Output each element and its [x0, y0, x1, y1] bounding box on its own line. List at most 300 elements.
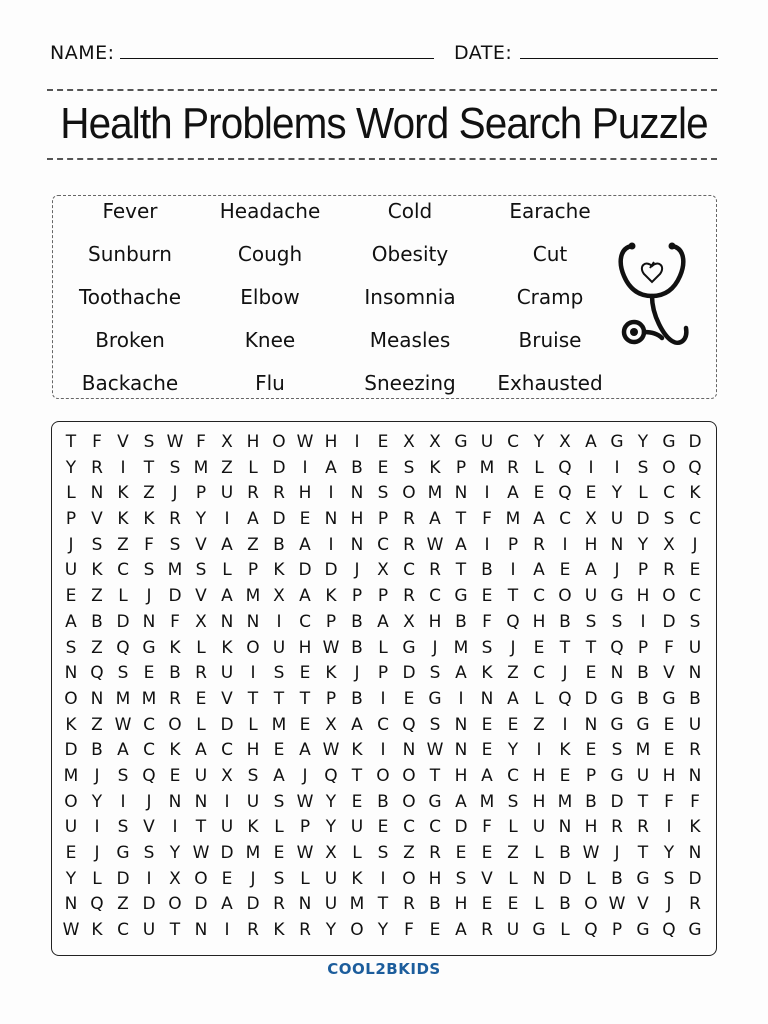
grid-letter[interactable]: M	[245, 843, 261, 863]
grid-letter[interactable]: L	[196, 637, 206, 658]
grid-letter[interactable]: G	[688, 920, 702, 941]
grid-letter[interactable]: E	[377, 817, 389, 838]
grid-letter[interactable]: H	[584, 817, 598, 838]
grid-letter[interactable]: Y	[637, 534, 649, 555]
grid-letter[interactable]: H	[532, 765, 546, 786]
grid-letter[interactable]: Y	[507, 740, 519, 761]
grid-letter[interactable]: H	[532, 791, 546, 812]
grid-letter[interactable]: R	[403, 509, 415, 530]
grid-letter[interactable]: Q	[142, 765, 156, 786]
grid-letter[interactable]: U	[532, 817, 546, 838]
grid-letter[interactable]: L	[508, 817, 518, 838]
grid-letter[interactable]: S	[91, 534, 103, 555]
grid-letter[interactable]: E	[559, 560, 571, 581]
grid-letter[interactable]: T	[455, 509, 467, 530]
grid-letter[interactable]: D	[64, 740, 78, 761]
grid-letter[interactable]: F	[690, 791, 700, 812]
grid-letter[interactable]: P	[299, 817, 311, 838]
grid-letter[interactable]: P	[637, 637, 649, 658]
grid-letter[interactable]: E	[585, 663, 597, 684]
grid-letter[interactable]: M	[349, 894, 365, 915]
grid-letter[interactable]: K	[689, 817, 701, 838]
grid-letter[interactable]: I	[666, 817, 672, 838]
grid-letter[interactable]: L	[534, 843, 544, 863]
grid-letter[interactable]: O	[64, 688, 78, 709]
grid-letter[interactable]: Z	[507, 663, 519, 684]
grid-letter[interactable]: P	[325, 611, 337, 632]
grid-letter[interactable]: N	[90, 483, 104, 504]
grid-letter[interactable]: W	[322, 637, 340, 658]
grid-letter[interactable]: D	[220, 843, 234, 863]
grid-letter[interactable]: D	[324, 560, 338, 581]
grid-letter[interactable]: W	[322, 740, 340, 761]
grid-letter[interactable]: G	[454, 586, 468, 607]
grid-letter[interactable]: N	[532, 868, 546, 889]
grid-letter[interactable]: E	[585, 740, 597, 761]
grid-letter[interactable]: W	[608, 894, 626, 915]
grid-letter[interactable]: D	[688, 868, 702, 889]
grid-letter[interactable]: R	[247, 920, 259, 941]
grid-letter[interactable]: J	[614, 560, 620, 581]
grid-letter[interactable]: G	[532, 920, 546, 941]
grid-letter[interactable]: N	[142, 611, 156, 632]
grid-letter[interactable]: V	[195, 534, 207, 555]
grid-letter[interactable]: Q	[90, 663, 104, 684]
grid-letter[interactable]: J	[302, 765, 308, 786]
grid-letter[interactable]: Z	[221, 457, 233, 478]
grid-letter[interactable]: Z	[91, 586, 103, 607]
grid-letter[interactable]: Z	[117, 894, 129, 915]
grid-letter[interactable]: H	[428, 611, 442, 632]
grid-letter[interactable]: Y	[637, 432, 649, 452]
grid-letter[interactable]: X	[585, 509, 597, 530]
grid-letter[interactable]: G	[428, 688, 442, 709]
grid-letter[interactable]: R	[663, 560, 675, 581]
grid-letter[interactable]: S	[143, 432, 155, 452]
grid-letter[interactable]: R	[299, 920, 311, 941]
grid-letter[interactable]: E	[533, 637, 545, 658]
grid-letter[interactable]: O	[662, 586, 676, 607]
grid-letter[interactable]: M	[271, 714, 287, 735]
grid-letter[interactable]: H	[584, 534, 598, 555]
grid-letter[interactable]: S	[273, 868, 285, 889]
grid-letter[interactable]: D	[298, 560, 312, 581]
grid-letter[interactable]: W	[296, 432, 314, 452]
grid-letter[interactable]: M	[505, 509, 521, 530]
grid-letter[interactable]: R	[403, 586, 415, 607]
grid-letter[interactable]: N	[454, 740, 468, 761]
grid-letter[interactable]: I	[484, 534, 490, 555]
grid-letter[interactable]: K	[481, 663, 493, 684]
grid-letter[interactable]: T	[169, 920, 181, 941]
grid-letter[interactable]: U	[272, 637, 286, 658]
grid-letter[interactable]: S	[403, 457, 415, 478]
grid-letter[interactable]: N	[194, 791, 208, 812]
grid-letter[interactable]: S	[247, 765, 259, 786]
date-line[interactable]	[520, 58, 718, 59]
grid-letter[interactable]: I	[562, 534, 568, 555]
grid-letter[interactable]: L	[300, 868, 310, 889]
grid-letter[interactable]: E	[65, 586, 77, 607]
grid-letter[interactable]: C	[143, 740, 155, 761]
grid-letter[interactable]: C	[377, 714, 389, 735]
grid-letter[interactable]: B	[481, 560, 493, 581]
grid-letter[interactable]: S	[689, 611, 701, 632]
grid-letter[interactable]: S	[273, 663, 285, 684]
grid-letter[interactable]: R	[403, 894, 415, 915]
grid-letter[interactable]: T	[273, 688, 285, 709]
grid-letter[interactable]: W	[296, 791, 314, 812]
grid-letter[interactable]: D	[688, 432, 702, 452]
grid-letter[interactable]: D	[636, 509, 650, 530]
grid-letter[interactable]: H	[532, 611, 546, 632]
grid-letter[interactable]: E	[663, 740, 675, 761]
grid-letter[interactable]: A	[273, 765, 285, 786]
grid-letter[interactable]: X	[169, 868, 181, 889]
grid-letter[interactable]: A	[221, 586, 233, 607]
grid-letter[interactable]: F	[92, 432, 102, 452]
grid-letter[interactable]: E	[299, 663, 311, 684]
grid-letter[interactable]: F	[144, 534, 154, 555]
grid-letter[interactable]: S	[637, 457, 649, 478]
grid-letter[interactable]: C	[221, 740, 233, 761]
grid-letter[interactable]: A	[507, 688, 519, 709]
grid-letter[interactable]: O	[246, 637, 260, 658]
grid-letter[interactable]: N	[350, 534, 364, 555]
grid-letter[interactable]: W	[296, 843, 314, 863]
grid-letter[interactable]: B	[559, 611, 571, 632]
grid-letter[interactable]: U	[64, 560, 78, 581]
grid-letter[interactable]: S	[273, 791, 285, 812]
grid-letter[interactable]: I	[250, 663, 256, 684]
grid-letter[interactable]: S	[143, 843, 155, 863]
grid-letter[interactable]: F	[404, 920, 414, 941]
grid-letter[interactable]: B	[611, 868, 623, 889]
grid-letter[interactable]: B	[689, 688, 701, 709]
grid-letter[interactable]: Y	[325, 817, 337, 838]
grid-letter[interactable]: Q	[584, 920, 598, 941]
grid-letter[interactable]: J	[692, 534, 698, 555]
grid-letter[interactable]: A	[221, 534, 233, 555]
grid-letter[interactable]: S	[65, 637, 77, 658]
grid-letter[interactable]: A	[585, 560, 597, 581]
grid-letter[interactable]: T	[585, 637, 597, 658]
grid-letter[interactable]: C	[533, 663, 545, 684]
grid-letter[interactable]: E	[429, 920, 441, 941]
grid-letter[interactable]: C	[429, 817, 441, 838]
grid-letter[interactable]: E	[663, 714, 675, 735]
grid-letter[interactable]: J	[614, 843, 620, 863]
grid-letter[interactable]: U	[220, 483, 234, 504]
grid-letter[interactable]: G	[662, 432, 676, 452]
grid-letter[interactable]: B	[351, 457, 363, 478]
grid-letter[interactable]: I	[458, 688, 464, 709]
grid-letter[interactable]: E	[299, 714, 311, 735]
grid-letter[interactable]: D	[662, 611, 676, 632]
grid-letter[interactable]: Z	[117, 534, 129, 555]
grid-letter[interactable]: M	[427, 483, 443, 504]
grid-letter[interactable]: C	[559, 509, 571, 530]
grid-letter[interactable]: D	[610, 791, 624, 812]
grid-letter[interactable]: J	[510, 637, 516, 658]
grid-letter[interactable]: X	[195, 611, 207, 632]
grid-letter[interactable]: M	[479, 457, 495, 478]
grid-letter[interactable]: X	[403, 432, 415, 452]
grid-letter[interactable]: Q	[324, 765, 338, 786]
grid-letter[interactable]: A	[351, 714, 363, 735]
grid-letter[interactable]: T	[351, 765, 363, 786]
grid-letter[interactable]: G	[610, 432, 624, 452]
grid-letter[interactable]: T	[455, 560, 467, 581]
grid-letter[interactable]: E	[143, 663, 155, 684]
grid-letter[interactable]: N	[610, 663, 624, 684]
grid-letter[interactable]: S	[611, 740, 623, 761]
grid-letter[interactable]: O	[194, 868, 208, 889]
grid-letter[interactable]: F	[664, 637, 674, 658]
grid-letter[interactable]: B	[169, 663, 181, 684]
grid-letter[interactable]: C	[299, 611, 311, 632]
grid-letter[interactable]: E	[377, 457, 389, 478]
grid-letter[interactable]: S	[377, 483, 389, 504]
grid-letter[interactable]: E	[533, 483, 545, 504]
grid-letter[interactable]: X	[403, 611, 415, 632]
grid-letter[interactable]: I	[328, 534, 334, 555]
grid-letter[interactable]: X	[663, 534, 675, 555]
grid-letter[interactable]: I	[224, 791, 230, 812]
grid-letter[interactable]: J	[250, 868, 256, 889]
grid-letter[interactable]: I	[328, 483, 334, 504]
grid-letter[interactable]: G	[636, 920, 650, 941]
grid-letter[interactable]: U	[64, 817, 78, 838]
grid-letter[interactable]: A	[247, 509, 259, 530]
grid-letter[interactable]: E	[273, 843, 285, 863]
grid-letter[interactable]: Q	[116, 637, 130, 658]
grid-letter[interactable]: J	[432, 637, 438, 658]
grid-letter[interactable]: Z	[143, 483, 155, 504]
grid-letter[interactable]: G	[636, 714, 650, 735]
grid-letter[interactable]: V	[221, 688, 233, 709]
grid-letter[interactable]: E	[481, 894, 493, 915]
grid-letter[interactable]: H	[454, 894, 468, 915]
grid-letter[interactable]: P	[247, 560, 259, 581]
grid-letter[interactable]: B	[351, 611, 363, 632]
grid-letter[interactable]: X	[273, 586, 285, 607]
grid-letter[interactable]: J	[666, 894, 672, 915]
grid-letter[interactable]: H	[428, 868, 442, 889]
grid-letter[interactable]: G	[454, 432, 468, 452]
grid-letter[interactable]: L	[92, 868, 102, 889]
grid-letter[interactable]: H	[350, 509, 364, 530]
grid-letter[interactable]: R	[91, 457, 103, 478]
grid-letter[interactable]: N	[298, 894, 312, 915]
grid-letter[interactable]: N	[688, 843, 702, 863]
grid-letter[interactable]: I	[120, 791, 126, 812]
grid-letter[interactable]: W	[426, 534, 444, 555]
grid-letter[interactable]: K	[325, 586, 337, 607]
grid-letter[interactable]: P	[377, 509, 389, 530]
grid-letter[interactable]: O	[64, 791, 78, 812]
grid-letter[interactable]: M	[557, 791, 573, 812]
grid-letter[interactable]: M	[63, 765, 79, 786]
grid-letter[interactable]: N	[324, 509, 338, 530]
grid-letter[interactable]: Y	[195, 509, 207, 530]
grid-letter[interactable]: Y	[325, 791, 337, 812]
grid-letter[interactable]: S	[455, 868, 467, 889]
grid-letter[interactable]: B	[637, 663, 649, 684]
grid-letter[interactable]: T	[377, 894, 389, 915]
grid-letter[interactable]: Q	[558, 483, 572, 504]
grid-letter[interactable]: S	[117, 765, 129, 786]
grid-letter[interactable]: D	[116, 868, 130, 889]
grid-letter[interactable]: C	[117, 920, 129, 941]
grid-letter[interactable]: W	[192, 843, 210, 863]
grid-letter[interactable]: B	[91, 740, 103, 761]
grid-letter[interactable]: U	[220, 817, 234, 838]
grid-letter[interactable]: Q	[558, 688, 572, 709]
grid-letter[interactable]: G	[610, 688, 624, 709]
grid-letter[interactable]: A	[455, 791, 467, 812]
grid-letter[interactable]: H	[324, 432, 338, 452]
grid-letter[interactable]: J	[94, 843, 100, 863]
grid-letter[interactable]: O	[272, 432, 286, 452]
grid-letter[interactable]: E	[221, 868, 233, 889]
grid-letter[interactable]: J	[172, 483, 178, 504]
grid-letter[interactable]: R	[273, 894, 285, 915]
grid-letter[interactable]: O	[402, 483, 416, 504]
grid-letter[interactable]: M	[115, 688, 131, 709]
grid-letter[interactable]: X	[325, 714, 337, 735]
grid-letter[interactable]: E	[377, 432, 389, 452]
grid-letter[interactable]: I	[510, 560, 516, 581]
grid-letter[interactable]: N	[480, 688, 494, 709]
grid-letter[interactable]: R	[273, 483, 285, 504]
grid-letter[interactable]: P	[507, 534, 519, 555]
grid-letter[interactable]: N	[168, 791, 182, 812]
grid-letter[interactable]: S	[663, 509, 675, 530]
grid-letter[interactable]: A	[117, 740, 129, 761]
grid-letter[interactable]: I	[94, 817, 100, 838]
grid-letter[interactable]: H	[636, 586, 650, 607]
grid-letter[interactable]: F	[482, 611, 492, 632]
grid-letter[interactable]: E	[481, 843, 493, 863]
grid-letter[interactable]: E	[65, 843, 77, 863]
grid-letter[interactable]: V	[117, 432, 129, 452]
grid-letter[interactable]: M	[193, 457, 209, 478]
grid-letter[interactable]: R	[689, 740, 701, 761]
grid-letter[interactable]: Q	[402, 714, 416, 735]
grid-letter[interactable]: B	[585, 791, 597, 812]
grid-letter[interactable]: S	[481, 637, 493, 658]
grid-letter[interactable]: L	[196, 714, 206, 735]
grid-letter[interactable]: P	[325, 688, 337, 709]
grid-letter[interactable]: P	[377, 586, 389, 607]
grid-letter[interactable]: A	[481, 765, 493, 786]
grid-letter[interactable]: O	[402, 765, 416, 786]
grid-letter[interactable]: R	[533, 534, 545, 555]
grid-letter[interactable]: Y	[91, 791, 103, 812]
grid-letter[interactable]: Y	[611, 483, 623, 504]
grid-letter[interactable]: Z	[507, 843, 519, 863]
grid-letter[interactable]: D	[272, 457, 286, 478]
grid-letter[interactable]: S	[429, 663, 441, 684]
grid-letter[interactable]: A	[299, 740, 311, 761]
grid-letter[interactable]: U	[324, 868, 338, 889]
grid-letter[interactable]: G	[610, 714, 624, 735]
grid-letter[interactable]: R	[689, 894, 701, 915]
grid-letter[interactable]: Y	[325, 920, 337, 941]
grid-letter[interactable]: S	[429, 714, 441, 735]
grid-letter[interactable]: I	[276, 611, 282, 632]
grid-letter[interactable]: U	[220, 663, 234, 684]
grid-letter[interactable]: I	[588, 457, 594, 478]
grid-letter[interactable]: Z	[403, 843, 415, 863]
grid-letter[interactable]: S	[585, 611, 597, 632]
grid-letter[interactable]: J	[146, 791, 152, 812]
grid-letter[interactable]: J	[94, 765, 100, 786]
grid-letter[interactable]: M	[479, 791, 495, 812]
grid-letter[interactable]: A	[585, 432, 597, 452]
grid-letter[interactable]: Z	[91, 714, 103, 735]
grid-letter[interactable]: R	[169, 688, 181, 709]
grid-letter[interactable]: D	[220, 714, 234, 735]
grid-letter[interactable]: O	[402, 868, 416, 889]
grid-letter[interactable]: M	[167, 560, 183, 581]
grid-letter[interactable]: V	[91, 509, 103, 530]
grid-letter[interactable]: P	[351, 586, 363, 607]
grid-letter[interactable]: P	[195, 483, 207, 504]
grid-letter[interactable]: K	[65, 714, 77, 735]
grid-letter[interactable]: R	[481, 920, 493, 941]
grid-letter[interactable]: A	[325, 457, 337, 478]
grid-letter[interactable]: K	[169, 740, 181, 761]
grid-letter[interactable]: N	[350, 483, 364, 504]
grid-letter[interactable]: Q	[662, 920, 676, 941]
grid-letter[interactable]: T	[637, 843, 649, 863]
grid-letter[interactable]: M	[635, 740, 651, 761]
grid-letter[interactable]: N	[220, 611, 234, 632]
grid-letter[interactable]: P	[611, 920, 623, 941]
grid-letter[interactable]: L	[638, 483, 648, 504]
grid-letter[interactable]: X	[377, 560, 389, 581]
grid-letter[interactable]: E	[689, 560, 701, 581]
grid-letter[interactable]: I	[224, 920, 230, 941]
grid-letter[interactable]: C	[507, 432, 519, 452]
grid-letter[interactable]: N	[688, 765, 702, 786]
grid-letter[interactable]: T	[247, 688, 259, 709]
grid-letter[interactable]: D	[584, 688, 598, 709]
grid-letter[interactable]: H	[298, 483, 312, 504]
grid-letter[interactable]: U	[688, 637, 702, 658]
grid-letter[interactable]: W	[114, 714, 132, 735]
grid-letter[interactable]: D	[246, 894, 260, 915]
grid-letter[interactable]: E	[403, 688, 415, 709]
grid-letter[interactable]: A	[299, 534, 311, 555]
grid-letter[interactable]: M	[141, 688, 157, 709]
grid-letter[interactable]: B	[351, 637, 363, 658]
grid-letter[interactable]: F	[482, 509, 492, 530]
grid-letter[interactable]: C	[533, 586, 545, 607]
grid-letter[interactable]: R	[403, 534, 415, 555]
grid-letter[interactable]: R	[429, 560, 441, 581]
grid-letter[interactable]: L	[352, 843, 362, 863]
grid-letter[interactable]: T	[637, 791, 649, 812]
grid-letter[interactable]: T	[429, 765, 441, 786]
grid-letter[interactable]: C	[403, 560, 415, 581]
grid-letter[interactable]: K	[91, 560, 103, 581]
grid-letter[interactable]: E	[351, 791, 363, 812]
grid-letter[interactable]: R	[195, 663, 207, 684]
grid-letter[interactable]: N	[610, 534, 624, 555]
